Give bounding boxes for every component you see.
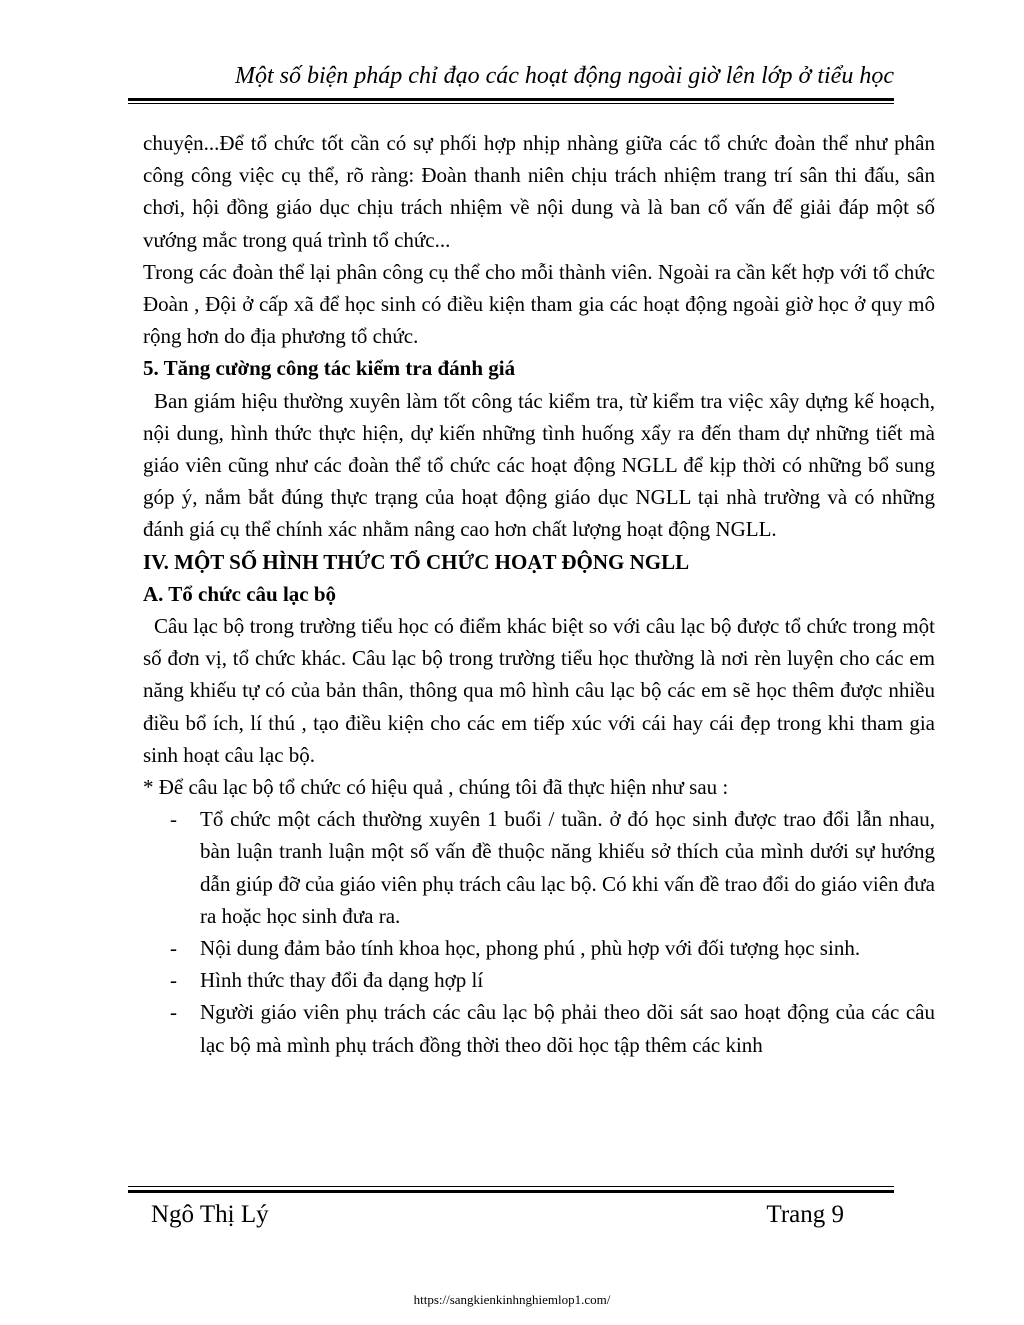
- source-url: https://sangkienkinhnghiemlop1.com/: [413, 1292, 611, 1307]
- list-item-text: Hình thức thay đổi đa dạng hợp lí: [200, 968, 484, 993]
- document-body: [143, 127, 935, 1061]
- footer-rule-thick: [128, 1190, 894, 1193]
- chapter-heading: IV. MỘT SỐ HÌNH THỨC TỔ CHỨC HOẠT ĐỘNG NGLL: [143, 549, 690, 574]
- paragraph: Ban giám hiệu thường xuyên làm tốt công tác kiểm tra, từ kiểm tra việc xây dựng kế hoạch, nội dung, hình thức thực hiện, dự kiến những tình huống xẩy ra đến tham dự những tiết mà giáo viên cũng như các đoàn thể tổ chức các hoạt động NGLL để kịp thời có những bổ sung góp ý, nắm bắt đúng thực trạng của hoạt động giáo dục NGLL tại nhà trường và có những đánh giá cụ thể chính xác nhằm nâng cao hơn chất lượng hoạt động NGLL.: [143, 388, 935, 542]
- list-item: [143, 964, 935, 996]
- header-rule-thick: [128, 98, 894, 101]
- list-item: [143, 803, 935, 932]
- bullet-list: [143, 803, 935, 1061]
- list-item: [143, 996, 935, 1060]
- paragraph: Trong các đoàn thể lại phân công cụ thể cho mỗi thành viên. Ngoài ra cần kết hợp với tổ chức Đoàn , Đội ở cấp xã để học sinh có điều kiện tham gia các hoạt động ngoài giờ học ở quy mô rộng hơn do địa phương tổ chức.: [143, 259, 935, 349]
- list-item-text: Nội dung đảm bảo tính khoa học, phong phú , phù hợp với đối tượng học sinh.: [200, 936, 861, 961]
- page-number: Trang 9: [766, 1201, 844, 1228]
- paragraph: Câu lạc bộ trong trường tiểu học có điểm khác biệt so với câu lạc bộ được tổ chức trong một số đơn vị, tổ chức khác. Câu lạc bộ trong trường tiểu học thường là nơi rèn luyện cho các em năng khiếu tự có của bản thân, thông qua mô hình câu lạc bộ các em sẽ học thêm được nhiều điều bổ ích, lí thú , tạo điều kiện cho các em tiếp xúc với cái hay cái đẹp trong khi tham gia sinh hoạt câu lạc bộ.: [143, 614, 935, 767]
- page-header-title: Một số biện pháp chỉ đạo các hoạt động ngoài giờ lên lớp ở tiểu học: [234, 63, 894, 89]
- subsection-heading: A. Tổ chức câu lạc bộ: [143, 581, 337, 606]
- header-rule-thin: [128, 103, 894, 104]
- dash-bullet: -: [170, 1000, 177, 1025]
- section-heading: 5. Tăng cường công tác kiểm tra đánh giá: [143, 356, 516, 381]
- dash-bullet: -: [170, 807, 177, 832]
- list-item-text: Người giáo viên phụ trách các câu lạc bộ phải theo dõi sát sao hoạt động của các câu lạc bộ mà mình phụ trách đồng thời theo dõi học tập thêm các kinh: [200, 1000, 935, 1057]
- dash-bullet: -: [170, 936, 177, 961]
- paragraph: chuyện...Để tổ chức tốt cần có sự phối hợp nhịp nhàng giữa các tổ chức đoàn thể như phân công công việc cụ thể, rõ ràng: Đoàn thanh niên chịu trách nhiệm trang trí sân thi đấu, sân chơi, hội đồng giáo dục chịu trách nhiệm về nội dung và là ban cố vấn để giải đáp một số vướng mắc trong quá trình tổ chức...: [143, 131, 935, 252]
- paragraph: * Để câu lạc bộ tổ chức có hiệu quả , chúng tôi đã thực hiện như sau :: [143, 775, 729, 800]
- list-item-text: Tổ chức một cách thường xuyên 1 buổi / tuần. ở đó học sinh được trao đổi lẫn nhau, bàn luận tranh luận một số vấn đề thuộc năng khiếu sở thích của mình dưới sự hướng dẫn giúp đỡ của giáo viên phụ trách câu lạc bộ. Có khi vấn đề trao đổi do giáo viên đưa ra hoặc học sinh đưa ra.: [200, 807, 935, 928]
- list-item: [143, 932, 935, 964]
- footer-rule-thin: [128, 1186, 894, 1187]
- footer-author: Ngô Thị Lý: [151, 1201, 269, 1228]
- dash-bullet: -: [170, 968, 177, 993]
